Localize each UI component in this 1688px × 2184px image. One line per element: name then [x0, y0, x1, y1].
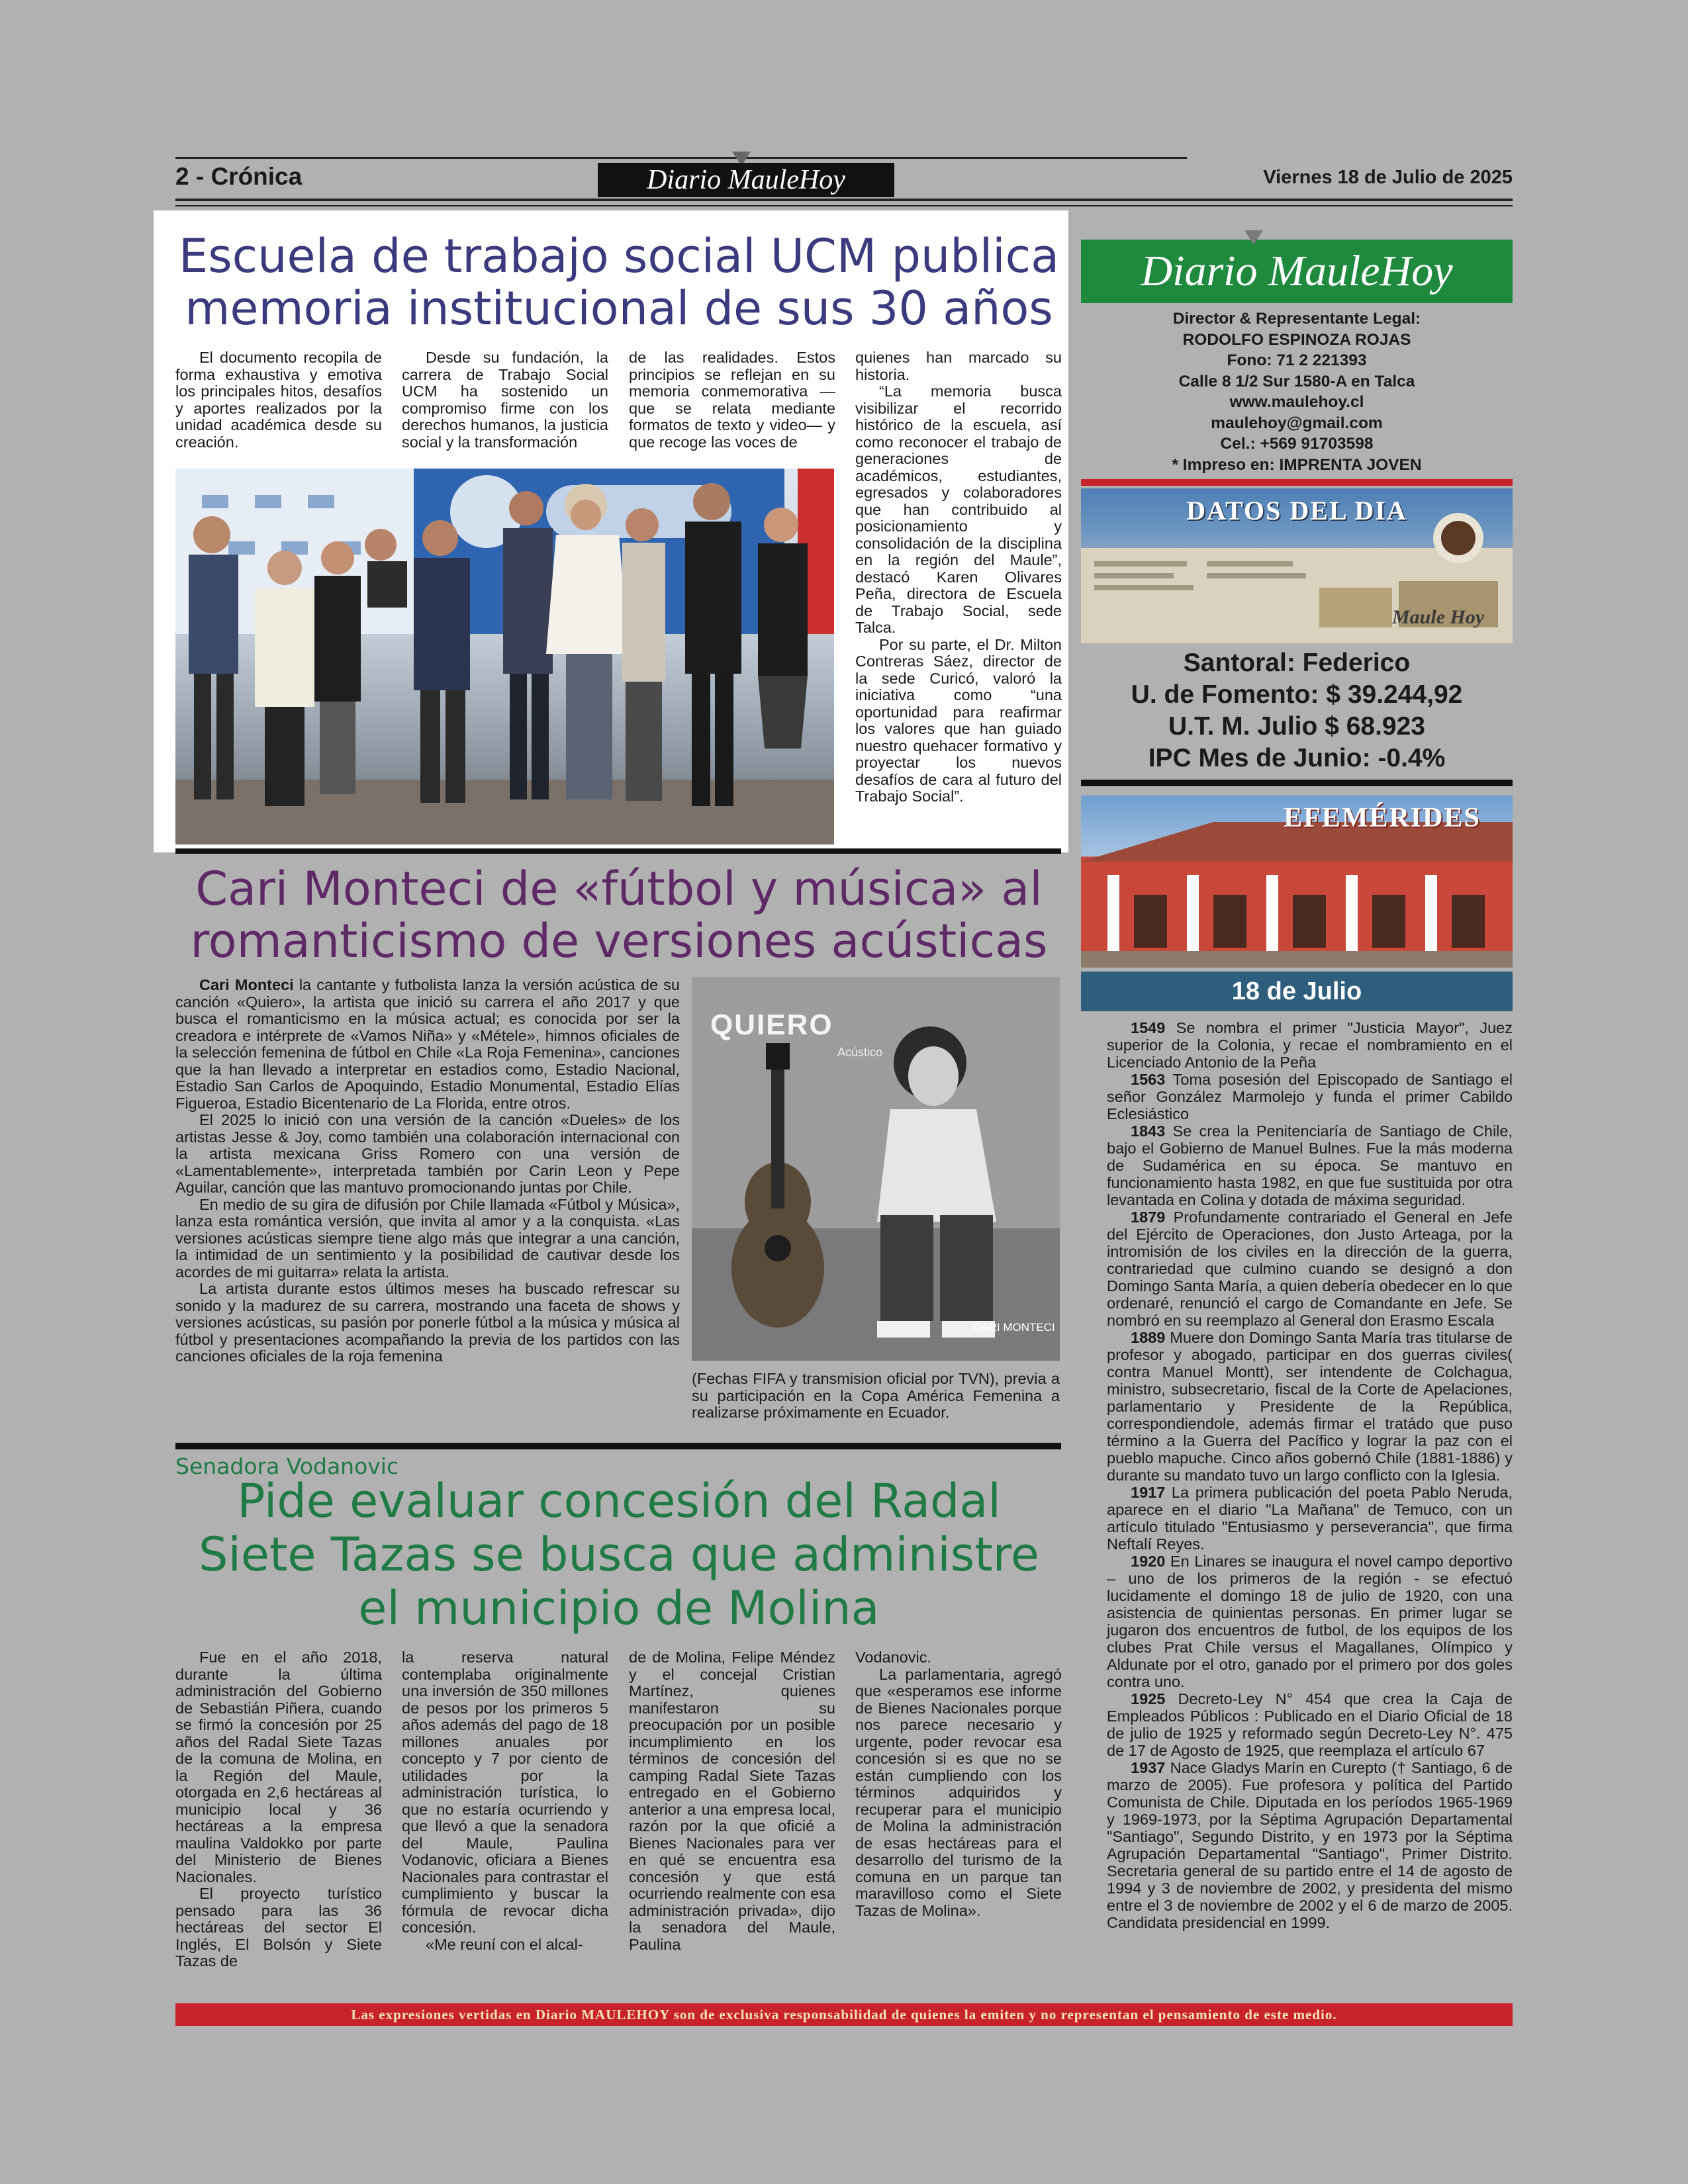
efemerides-image	[1081, 796, 1513, 968]
article-ucm-col3	[629, 349, 835, 451]
efemeride-year: 1549	[1131, 1019, 1166, 1036]
masthead-text: Diario MauleHoy	[647, 165, 845, 195]
efemeride-year: 1925	[1131, 1690, 1166, 1707]
efemerides-list	[1107, 1019, 1513, 1931]
article-radal-c2-p2: «Me reuní con el alcal-	[426, 1935, 583, 1953]
article-radal-col1	[175, 1649, 382, 1970]
article-ucm-col4	[855, 349, 1062, 805]
article-radal-col3	[629, 1649, 835, 1953]
efemeride-text: Profundamente contrariado el General en Jefe del Ejército de Operaciones, don Justo Arteaga, por la intromisión de los civiles en la dirección de la guerra, contrariedad que culmino cuando se designó a don Domingo Santa María, a quien debería obedecer en lo que ordenaré, renunció el cargo de Comandante en Jefe. Se nombró en su reemplazo al General don Erasmo Escala	[1107, 1208, 1513, 1329]
album-cover-subtitle: Acústico	[837, 1046, 883, 1059]
sidebar-masthead-triangle-icon	[1244, 230, 1263, 245]
efemeride-item	[1107, 1553, 1513, 1690]
article-radal-kicker: Senadora Vodanovic	[175, 1453, 399, 1479]
article-monteci-headline-text: Cari Monteci de «fútbol y música» al romanticismo de versiones acústicas	[190, 862, 1048, 969]
album-cover-artist: CARI MONTECI	[973, 1321, 1055, 1334]
article-monteci-headline	[175, 862, 1062, 969]
article-ucm-col2-text: Desde su fundación, la carrera de Trabajo Social UCM ha sostenido un compromiso firme con los derechos humanos, la justicia social y la transformación	[402, 349, 608, 451]
article-ucm-headline-text: Escuela de trabajo social UCM publica memoria institucional de sus 30 años	[178, 229, 1060, 336]
datos-del-dia-list	[1081, 647, 1513, 774]
sidebar-info-line: Calle 8 1/2 Sur 1580-A en Talca	[1178, 372, 1415, 390]
sidebar-info-line: Director & Representante Legal:	[1172, 310, 1421, 328]
efemeride-item	[1107, 1759, 1513, 1931]
datos-del-dia-banner: DATOS DEL DIA	[1186, 496, 1407, 525]
datos-utm: U.T. M. Julio $ 68.923	[1168, 712, 1425, 741]
efemeride-item	[1107, 1122, 1513, 1208]
sidebar-masthead-text: Diario MauleHoy	[1141, 247, 1453, 295]
article-ucm-col4-p3: Por su parte, el Dr. Milton Contreras Sáez, director de la sede Curicó, valoró la iniciativa como “una oportunidad para reafirmar los valores que han guiado nuestro quehacer formativo y proyectar los nuevos desafíos de cara al futuro del Trabajo Social”.	[855, 635, 1062, 805]
efemeride-year: 1843	[1131, 1122, 1166, 1140]
efemeride-text: Muere don Domingo Santa María tras titularse de profesor y abogado, participar en dos guerras civiles( contra Manuel Montt), ser intendente de Colchagua, ministro, subsecretario, fiscal de la Corte de Apelaciones, parlamentario y Presidente de la República, correspondiendole, además firmar el tratádo que puso término a la Guerra del Pacífico y lograr la paz con el pueblo mapuche. Cinco años gobernó Chile (1881-1886) y durante su mandato tuvo un largo conflicto con la Iglesia.	[1107, 1329, 1513, 1484]
sidebar-red-rule	[1081, 479, 1513, 486]
header-date: Viernes 18 de Julio de 2025	[1263, 167, 1513, 188]
sidebar-info-line: maulehoy@gmail.com	[1211, 414, 1383, 432]
article-ucm-photo	[175, 469, 834, 844]
sidebar-contact-info	[1081, 308, 1513, 475]
efemeride-year: 1879	[1131, 1208, 1166, 1226]
sidebar-black-rule	[1081, 780, 1513, 786]
album-cover-title: QUIERO	[710, 1009, 833, 1041]
efemeride-item	[1107, 1484, 1513, 1553]
article-ucm-bottom-rule	[175, 848, 1061, 854]
article-ucm-col4-p1: quienes han marcado su historia.	[855, 349, 1062, 383]
header-rule-1	[175, 199, 1513, 201]
article-radal-headline-text: Pide evaluar concesión del Radal Siete Tazas se busca que administre el municipio de Molina	[199, 1474, 1039, 1636]
article-radal-c2-p1: la reserva natural contemplaba originalmente una inversión de 350 millones de pesos por los primeros 5 años además del pago de 18 millones anuales por concepto y 7 por ciento de utilidades por la administración turística, lo que no estaría ocurriendo y que llevó a que la senadora del Maule, Paulina Vodanovic, oficiara a Bienes Nacionales para contrastar el cumplimiento y buscar la fórmula de revocar dicha concesión.	[402, 1649, 608, 1936]
article-monteci-p4: La artista durante estos últimos meses ha buscado refrescar su sonido y la madurez de su carrera, mostrando una faceta de shows y versiones acústicas, su pasión por ponerle fútbol a la música y música al fútbol y presentaciones acompañando la previa de los partidos con las canciones oficiales de la roja femenina	[175, 1280, 680, 1365]
footer-disclaimer: Las expresiones vertidas en Diario MAULEHOY son de exclusiva responsabilidad de quienes la emiten y no representan el pensamiento de este medio.	[175, 2003, 1513, 2026]
efemeride-year: 1920	[1131, 1553, 1166, 1570]
article-ucm-col1	[175, 349, 382, 451]
article-radal-c1-p1: Fue en el año 2018, durante la última administración del Gobierno de Sebastián Piñera, cuando se firmó la concesión por 25 años del Radal Siete Tazas de la comuna de Molina, en la Región del Maule, otorgada en 2,6 hectáreas al municipio local y 36 hectáreas a la empresa maulina Valdokko por parte del Ministerio de Bienes Nacionales.	[175, 1649, 382, 1886]
article-monteci-col2	[692, 1371, 1060, 1422]
datos-uf: U. de Fomento: $ 39.244,92	[1131, 680, 1463, 709]
article-monteci-p3: En medio de su gira de difusión por Chile llamada «Fútbol y Música», lanza esta romántica versión, que invita al amor y a la conquista. «Las versiones acústicas siempre tiene algo más que integrar a una canción, la intimidad de un sentimiento y la posibilidad de cautivar desde los acordes de mi guitarra» relata la artista.	[175, 1195, 680, 1281]
sidebar-info-line: Fono: 71 2 221393	[1227, 351, 1367, 369]
efemerides-date-bar: 18 de Julio	[1081, 972, 1513, 1011]
efemeride-text: Se crea la Penitenciaría de Santiago de Chile, bajo el Gobierno de Manuel Bulnes. Fue la más moderna de Sudamérica en su época. Se mantuvo en funcionamiento hasta 1982, en que fue sustituida por otra levantada en Colina y dotada de máxima seguridad.	[1107, 1122, 1513, 1208]
efemeride-year: 1889	[1131, 1329, 1166, 1346]
article-monteci-p1	[175, 977, 680, 1112]
sidebar-info-line: RODOLFO ESPINOZA ROJAS	[1182, 330, 1411, 349]
section-label: 2 - Crónica	[175, 163, 303, 190]
efemeride-text: Decreto-Ley N° 454 que crea la Caja de Empleados Públicos : Publicado en el Diario Oficial de 18 de julio de 1925 y reformado según Decreto-Ley N°. 475 de 17 de Agosto de 1925, que reemplaza el artículo 67	[1107, 1690, 1513, 1759]
efemeride-item	[1107, 1071, 1513, 1122]
article-radal-c3-p1: de de Molina, Felipe Méndez y el concejal Cristian Martínez, quienes manifestaron su preocupación por un posible incumplimiento en los términos de concesión del camping Radal Siete Tazas entregado en el Gobierno anterior a una empresa local, razón por la que oficié a Bienes Nacionales para ver en qué se encuentra esa concesión y que está ocurriendo realmente con esa administración privada», dijo la senadora del Maule, Paulina	[629, 1649, 835, 1953]
header-top-rule	[175, 157, 1187, 159]
article-monteci-p2: El 2025 lo inició con una versión de la canción «Dueles» de los artistas Jesse & Joy, como también una colaboración internacional con la artista mexicana Griss Romero con una versión de «Lamentablemente», interpretada también por Carin Leon y Pepe Aguilar, canción que las mantuvo promocionando juntas por Chile.	[175, 1111, 680, 1196]
sidebar-masthead	[1081, 240, 1513, 303]
efemeride-year: 1563	[1131, 1071, 1166, 1088]
efemeride-item	[1107, 1329, 1513, 1484]
efemeride-item	[1107, 1690, 1513, 1759]
efemeride-text: La primera publicación del poeta Pablo Neruda, aparece en el diario "La Mañana" de Temuco, con un artículo titulado "Entusiasmo y perseverancia", que firma Neftalí Reyes.	[1107, 1484, 1513, 1553]
datos-paper-text: Maule Hoy	[1392, 606, 1485, 628]
efemeride-text: Toma posesión del Episcopado de Santiago el señor González Marmolejo y funda el primer Cabildo Eclesiástico	[1107, 1071, 1513, 1122]
article-ucm-col4-p2: “La memoria busca visibilizar el recorrido histórico de la escuela, así como reconocer el trabajo de generaciones de académicos, estudiantes, egresados y colaboradores que han contribuido al posicionamiento y consolidación de la disciplina en la región del Maule”, destacó Karen Olivares Peña, directora de Escuela de Trabajo Social, sede Talca.	[855, 383, 1062, 636]
article-monteci-bottom-rule	[175, 1443, 1061, 1449]
article-radal-c4-p2: La parlamentaria, agregó que «esperamos ese informe de Bienes Nacionales porque nos parece necesario y urgente, poder revocar esa concesión si es que no se están cumpliendo con los términos adquiridos y recuperar para el municipio de Molina la administración de esas hectáreas para el desarrollo del turismo de la comuna en un parque tan maravilloso como el Siete Tazas de Molina».	[855, 1665, 1062, 1919]
header-rule-2	[175, 205, 1513, 206]
article-ucm-col3-text: de las realidades. Estos principios se reflejan en su memoria conmemorativa —que se relata mediante formatos de texto y video— y que recoge las voces de	[629, 349, 835, 451]
article-ucm-col2	[402, 349, 608, 451]
article-radal-col4	[855, 1649, 1062, 1919]
datos-santoral: Santoral: Federico	[1183, 649, 1411, 677]
efemeride-year: 1917	[1131, 1484, 1166, 1501]
group-photo-illustration	[175, 469, 834, 844]
article-monteci-lead-name: Cari Monteci	[199, 976, 294, 993]
article-monteci-p1-text: la cantante y futbolista lanza la versión acústica de su canción «Quiero», la artista que inició su carrera el año 2017 y que busca el romanticismo en la música actual; es conocida por ser la creadora e intérprete de «Vamos Niña» y «Métele», himnos oficiales de la selección femenina de fútbol en Chile «La Roja Femenina», canciones que la han llevado a interpretar en estadios como, Estadio Nacional, Estadio San Carlos de Apoquindo, Estadio Monumental, Estadio Elías Figueroa, Estadio Bicentenario de La Florida, entre otros.	[175, 976, 680, 1112]
sidebar-info-line: Cel.: +569 91703598	[1220, 435, 1374, 453]
article-radal-c1-p2: El proyecto turístico pensado para las 36 hectáreas del sector El Inglés, El Bolsón y Siete Tazas de	[175, 1885, 382, 1970]
article-monteci-p5: (Fechas FIFA y transmision oficial por TVN), previa a su participación en la Copa América Femenina a realizarse próximamente en Ecuador.	[692, 1370, 1060, 1421]
datos-del-dia-image	[1081, 488, 1513, 643]
article-monteci-body	[175, 977, 680, 1365]
efemerides-banner: EFEMÉRIDES	[1284, 803, 1481, 833]
sidebar-info-line: www.maulehoy.cl	[1229, 393, 1364, 411]
album-cover-image	[692, 977, 1060, 1361]
efemeride-text: En Linares se inaugura el novel campo deportivo – uno de los primeros de la región - se efectuó lucidamente el domingo 18 de julio de 1920, con una asistencia de quinientas personas. En primer lugar se jugaron dos encuentros de futbol, de los equipos de los clubes Prat Chile versus el Magallanes, Olímpico y Aldunate por el otro, ganado por el primero por dos goles contra uno.	[1107, 1553, 1513, 1690]
efemeride-year: 1937	[1131, 1759, 1166, 1776]
datos-ipc: IPC Mes de Junio: -0.4%	[1148, 744, 1446, 772]
header-masthead	[598, 163, 894, 197]
efemeride-item	[1107, 1208, 1513, 1329]
efemeride-text: Se nombra el primer "Justicia Mayor", Juez superior de la Colonia, y recae el nombramiento en el Licenciado Antonio de la Peña	[1107, 1019, 1513, 1071]
sidebar-info-line: * Impreso en: IMPRENTA JOVEN	[1172, 455, 1422, 474]
article-ucm-headline	[175, 230, 1062, 334]
article-radal-c4-p1: Vodanovic.	[855, 1649, 931, 1666]
efemeride-item	[1107, 1019, 1513, 1071]
article-radal-col2	[402, 1649, 608, 1953]
efemeride-text: Nace Gladys Marín en Curepto († Santiago, 6 de marzo de 2005). Fue profesora y política del Partido Comunista de Chile. Diputada en los períodos 1965-1969 y 1969-1973, por la Séptima Agrupación Departamental "Santiago", Segundo Distrito, y en 1973 por la Séptima Agrupación Departamental "Santiago", Primer Distrito. Secretaria general de su partido entre el 14 de agosto de 1994 y 3 de noviembre de 2002, y presidenta del mismo entre el 3 de noviembre de 2002 y el 6 de marzo de 2005. Candidata presidencial en 1999.	[1107, 1759, 1513, 1931]
article-radal-headline	[175, 1475, 1062, 1643]
article-ucm-col1-text: El documento recopila de forma exhaustiva y emotiva los principales hitos, desafíos y aportes realizados por la unidad académica desde su creación.	[175, 349, 382, 451]
